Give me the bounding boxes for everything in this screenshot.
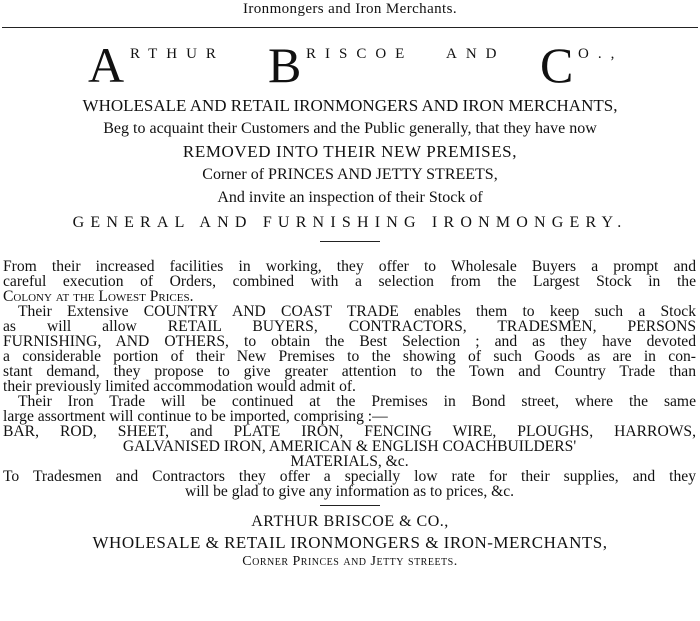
p1-line-1: From their increased facilities in working, they offer to Wholesale Buyers a prompt and	[3, 258, 696, 275]
footer-rule	[320, 505, 380, 506]
removed-line: REMOVED INTO THEIR NEW PREMISES,	[182, 142, 518, 161]
page-header-title: Ironmongers and Iron Merchants.	[242, 1, 457, 17]
firm-word-briscoe: RISCOE	[306, 46, 414, 62]
p2-line-4: a considerable portion of their New Premises to the showing of such Goods as are in con-	[3, 348, 696, 365]
corner-line: Corner of PRINCES AND JETTY STREETS,	[202, 166, 498, 183]
p2-line-5: stant demand, they propose to give greater attention to the Town and Country Trade than	[3, 363, 696, 380]
header-rule	[2, 27, 698, 28]
p1-line-3: Colony at the Lowest Prices.	[3, 288, 194, 305]
p3-line-4: GALVANISED IRON, AMERICAN & ENGLISH COACHBUILDERS'	[122, 438, 577, 455]
p3-line-2: large assortment will continue to be imported, comprising :—	[3, 408, 388, 425]
footer-address: Corner Princes and Jetty streets.	[242, 554, 458, 569]
divider-rule	[320, 241, 380, 242]
p2-line-6: their previously limited accommodation would admit of.	[3, 378, 356, 395]
p3-line-1: Their Iron Trade will be continued at the Premises in Bond street, where the same	[18, 393, 696, 410]
beg-line: Beg to acquaint their Customers and the Public generally, that they have now	[103, 120, 597, 137]
p2-line-1: Their Extensive COUNTRY AND COAST TRADE enables them to keep such a Stock	[18, 303, 696, 320]
firm-initial-b: B	[268, 37, 302, 93]
firm-word-arthur: RTHUR	[130, 46, 225, 62]
general-furnishing-line: GENERAL AND FURNISHING IRONMONGERY.	[72, 214, 628, 231]
p3-line-5: MATERIALS, &c.	[290, 453, 409, 470]
firm-initial-c: C	[540, 37, 574, 93]
p2-line-2: as will allow RETAIL BUYERS, CONTRACTORS, TRADESMEN, PERSONS	[3, 318, 696, 335]
p1-line-2: careful execution of Orders, combined with a selection from the Largest Stock in the	[3, 273, 696, 290]
p2-line-3: FURNISHING, AND OTHERS, to obtain the Best Selection ; and as they have devoted	[3, 333, 696, 350]
invite-line: And invite an inspection of their Stock of	[217, 189, 483, 206]
footer-firm-name: ARTHUR BRISCOE & CO.,	[251, 513, 449, 530]
wholesale-line: WHOLESALE AND RETAIL IRONMONGERS AND IRON MERCHANTS,	[82, 96, 618, 115]
firm-word-co: O.,	[578, 46, 624, 62]
footer-trade-line: WHOLESALE & RETAIL IRONMONGERS & IRON-MERCHANTS,	[92, 533, 608, 552]
firm-initial-a: A	[88, 37, 125, 93]
p3-line-3: BAR, ROD, SHEET, and PLATE IRON, FENCING WIRE, PLOUGHS, HARROWS,	[3, 423, 696, 440]
footer-block	[0, 512, 700, 571]
p4-line-2: will be glad to give any information as to prices, &c.	[184, 483, 515, 500]
firm-name-heading	[0, 38, 700, 94]
p4-line-1: To Tradesmen and Contractors they offer a specially low rate for their supplies, and they	[3, 468, 696, 485]
firm-word-and: AND	[446, 46, 506, 62]
body-text	[0, 259, 700, 499]
